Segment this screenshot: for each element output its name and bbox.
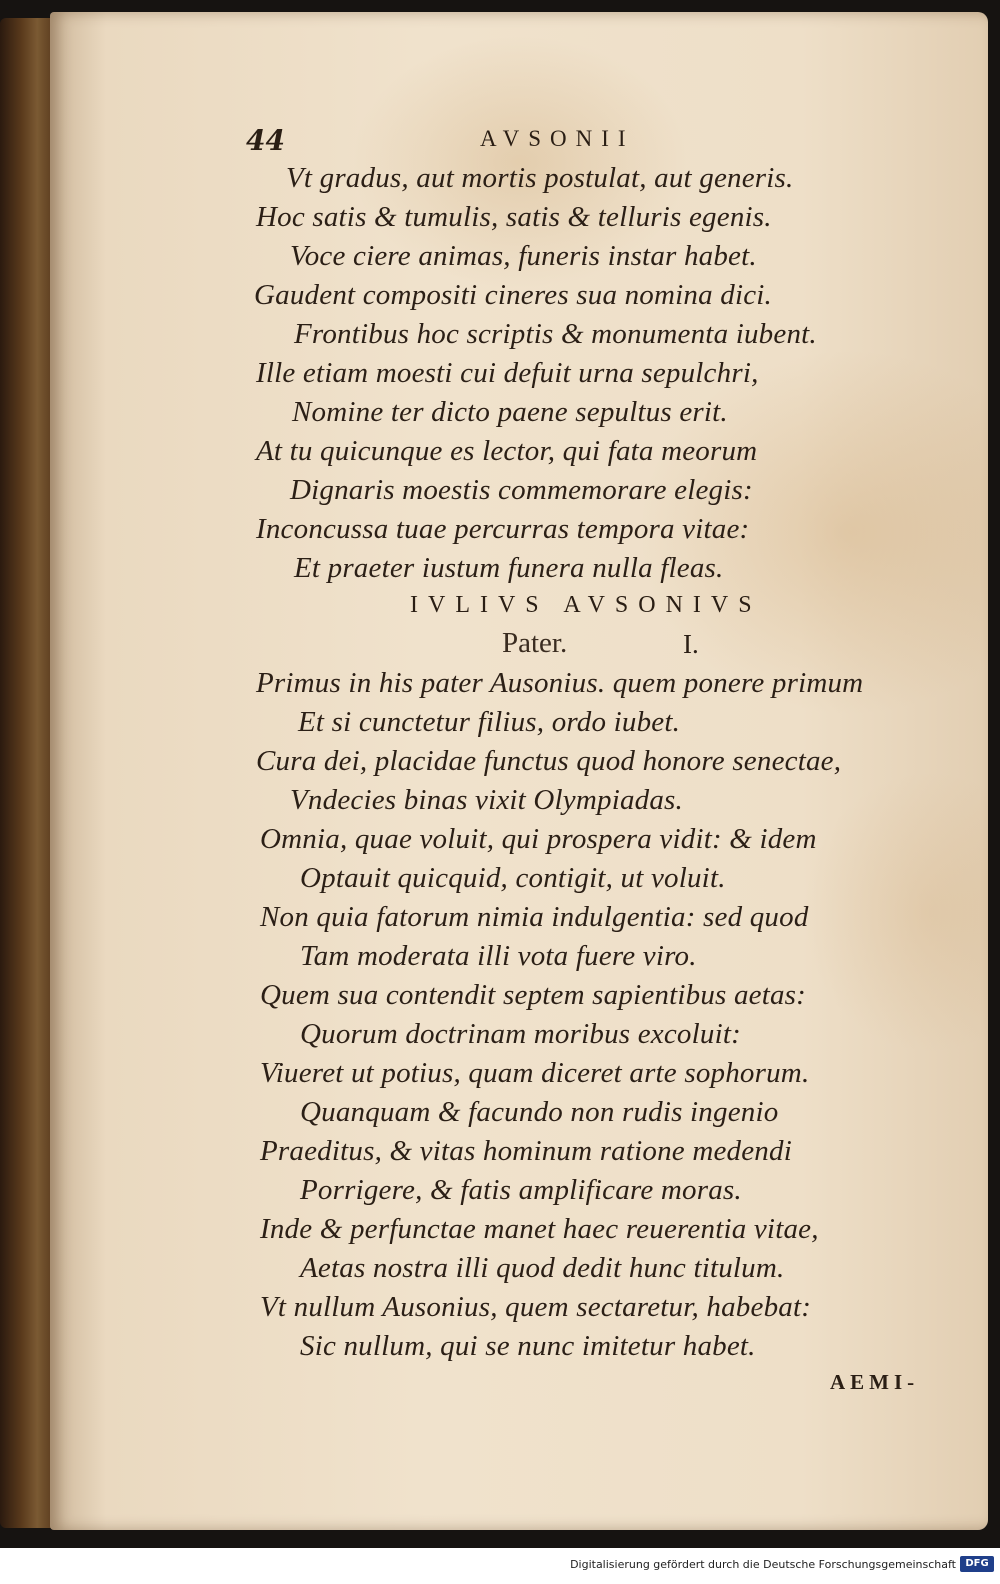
verse-line: Quanquam & facundo non rudis ingenio: [300, 1096, 779, 1128]
verse-line: Frontibus hoc scriptis & monumenta iubent.: [294, 318, 817, 350]
section-number: I.: [683, 629, 699, 659]
catchword: AEMI-: [830, 1370, 920, 1394]
verse-line: Tam moderata illi vota fuere viro.: [300, 940, 697, 972]
verse-line: Omnia, quae voluit, qui prospera vidit: & idem: [260, 823, 817, 855]
verse-line: Dignaris moestis commemorare elegis:: [290, 474, 753, 506]
section-subtitle: Pater.: [502, 627, 568, 659]
verse-line: Ille etiam moesti cui defuit urna sepulchri,: [256, 357, 759, 389]
verse-line: Quorum doctrinam moribus excoluit:: [300, 1018, 741, 1050]
verse-line: Viueret ut potius, quam diceret arte sophorum.: [260, 1057, 810, 1089]
verse-line: Non quia fatorum nimia indulgentia: sed quod: [260, 901, 809, 933]
dfg-logo: DFG: [960, 1556, 994, 1572]
book-page: [50, 12, 988, 1530]
verse-line: Nomine ter dicto paene sepultus erit.: [292, 396, 728, 428]
verse-line: Et si cunctetur filius, ordo iubet.: [298, 706, 681, 738]
running-title: AVSONII: [480, 126, 635, 151]
verse-line: Optauit quicquid, contigit, ut voluit.: [300, 862, 726, 894]
verse-line: Quem sua contendit septem sapientibus aetas:: [260, 979, 807, 1011]
funding-credit: Digitalisierung gefördert durch die Deutsche Forschungsgemeinschaft: [570, 1558, 956, 1571]
verse-line: Vt nullum Ausonius, quem sectaretur, habebat:: [260, 1291, 812, 1323]
verse-line: Inde & perfunctae manet haec reuerentia vitae,: [260, 1213, 819, 1245]
verse-line: Vndecies binas vixit Olympiadas.: [290, 784, 683, 816]
verse-line: Vt gradus, aut mortis postulat, aut generis.: [286, 162, 794, 194]
verse-line: At tu quicunque es lector, qui fata meorum: [256, 435, 758, 467]
verse-line: Cura dei, placidae functus quod honore senectae,: [256, 745, 842, 777]
verse-line: Hoc satis & tumulis, satis & telluris egenis.: [256, 201, 772, 233]
verse-line: Et praeter iustum funera nulla fleas.: [294, 552, 724, 584]
verse-line: Primus in his pater Ausonius. quem ponere primum: [256, 667, 864, 699]
verse-text: [50, 12, 988, 1530]
verse-line: Porrigere, & fatis amplificare moras.: [300, 1174, 742, 1206]
section-title: IVLIVS AVSONIVS: [410, 592, 762, 618]
page-number: 44: [246, 124, 285, 157]
verse-line: Sic nullum, qui se nunc imitetur habet.: [300, 1330, 756, 1362]
verse-line: Voce ciere animas, funeris instar habet.: [290, 240, 757, 272]
verse-line: Aetas nostra illi quod dedit hunc titulum.: [300, 1252, 785, 1284]
verse-line: Inconcussa tuae percurras tempora vitae:: [256, 513, 750, 545]
footer-bar: [0, 1548, 1000, 1584]
verse-line: Praeditus, & vitas hominum ratione medendi: [260, 1135, 792, 1167]
verse-line: Gaudent compositi cineres sua nomina dici.: [254, 279, 772, 311]
